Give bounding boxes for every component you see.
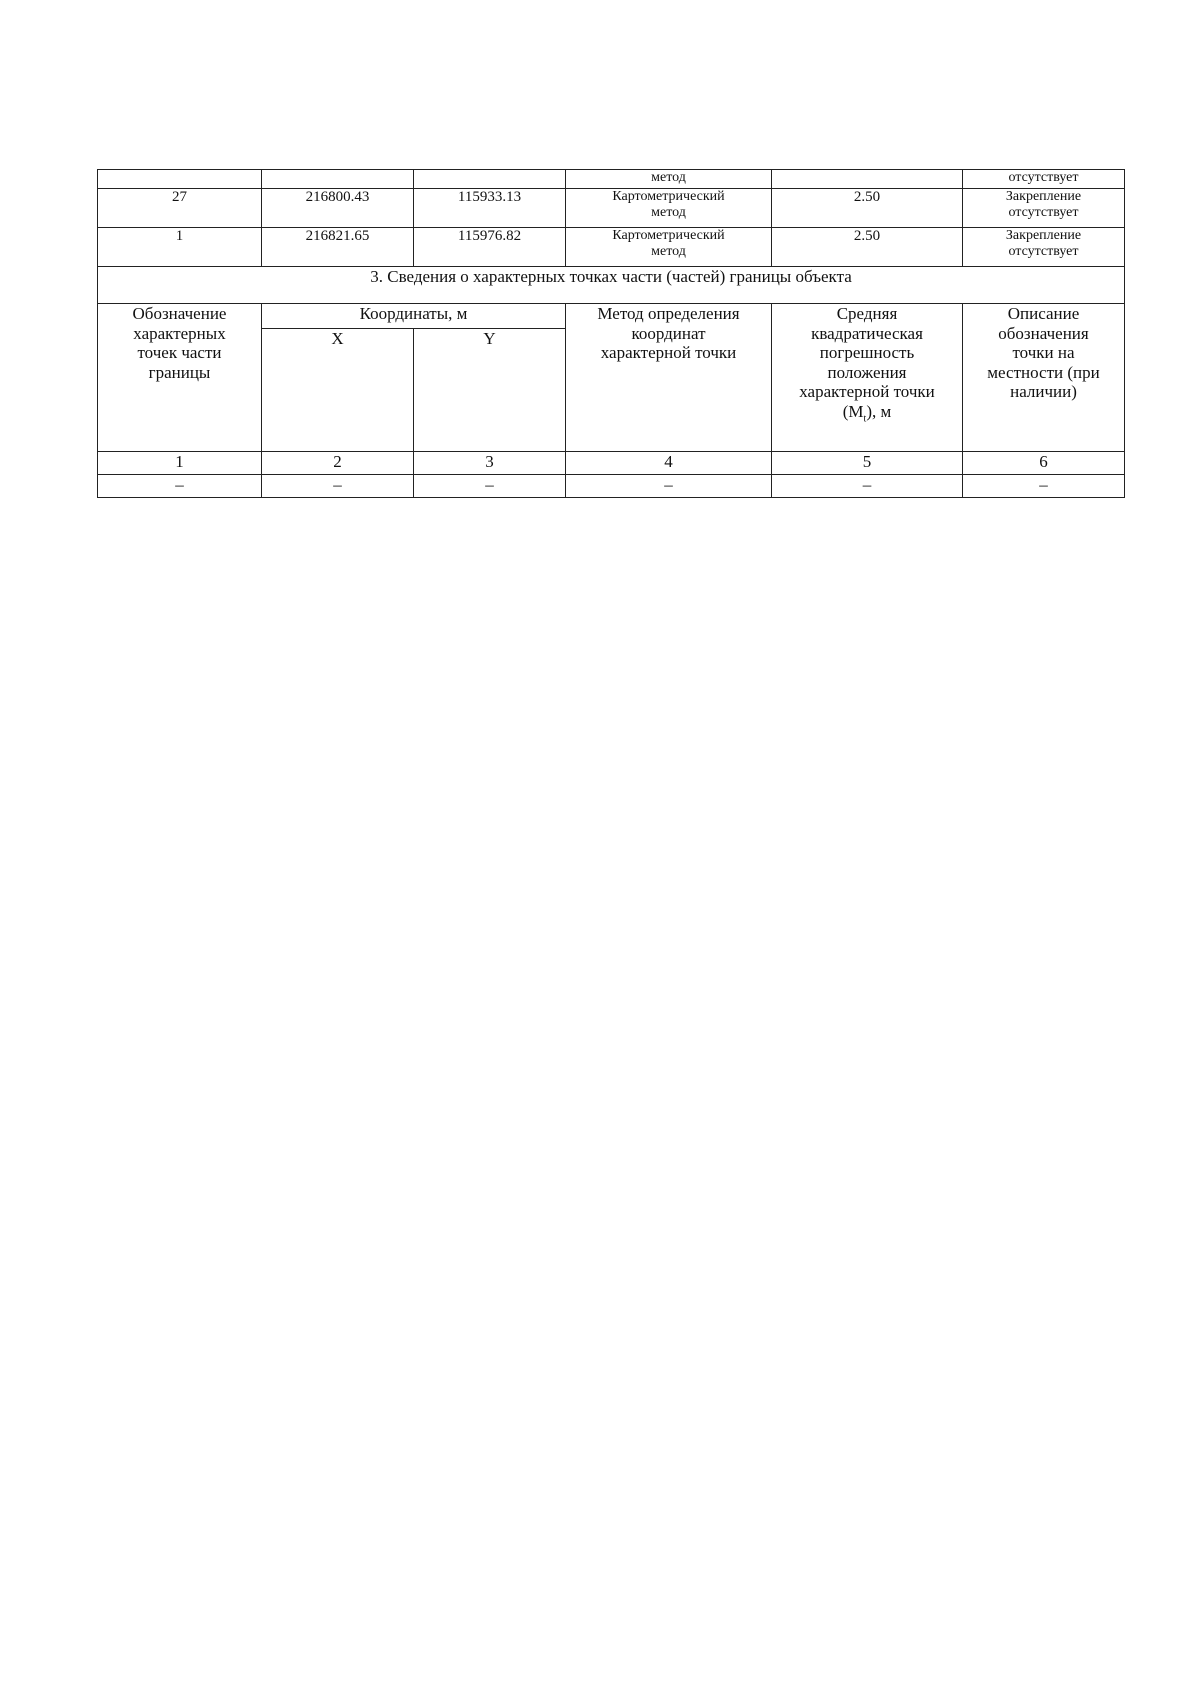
cell-x: 216800.43 [262,189,414,228]
description-line: Закрепление [1005,189,1082,204]
cell-error: 2.50 [772,228,963,267]
cell-description [963,228,1125,267]
cell-dash: – [963,475,1125,498]
header-y: Y [414,329,566,452]
method-line: метод [651,205,686,221]
cell-x: 216821.65 [262,228,414,267]
table-row-empty [98,475,1125,498]
header-point-designation: Обозначение характерных точек части границы [98,304,262,452]
cell-point [98,170,262,189]
column-number: 6 [963,452,1125,475]
header-coordinates: Координаты, м [262,304,566,329]
column-number: 1 [98,452,262,475]
header-x: X [262,329,414,452]
column-number: 5 [772,452,963,475]
description-line: Закрепление [1005,228,1082,243]
table-row [98,189,1125,228]
table-row [98,228,1125,267]
cell-description: отсутствует [963,170,1125,189]
cell-dash: – [262,475,414,498]
method-line: Картометрический [612,189,725,204]
cell-method [566,228,772,267]
cell-y [414,170,566,189]
cell-point: 27 [98,189,262,228]
header-description: Описание обозначения точки на местности (при наличии) [963,304,1125,452]
table-row-continuation [98,170,1125,189]
cell-dash: – [414,475,566,498]
error-unit: $(M_t)$, м [842,401,892,425]
column-number: 2 [262,452,414,475]
description-line: отсутствует [1008,205,1079,221]
section-title-row [98,267,1125,304]
section-3-title: 3. Сведения о характерных точках части (частей) границы объекта [98,267,1125,304]
cell-y: 115976.82 [414,228,566,267]
description-line: отсутствует [1008,244,1079,260]
cell-method [566,189,772,228]
column-number: 4 [566,452,772,475]
header-row [98,304,1125,329]
cell-error [772,170,963,189]
header-method: Метод определения координат характерной точки [566,304,772,452]
cell-dash: – [566,475,772,498]
column-number: 3 [414,452,566,475]
method-line: Картометрический [612,228,725,243]
cell-description [963,189,1125,228]
cell-dash: – [98,475,262,498]
cell-x [262,170,414,189]
boundary-points-table [97,169,1125,498]
cell-error: 2.50 [772,189,963,228]
header-mean-error: Средняя квадратическая погрешность положения характерной точки $(M_t)$, м [772,304,963,452]
cell-point: 1 [98,228,262,267]
method-line: метод [651,244,686,260]
column-number-row [98,452,1125,475]
cell-method: метод [566,170,772,189]
cell-dash: – [772,475,963,498]
cell-y: 115933.13 [414,189,566,228]
